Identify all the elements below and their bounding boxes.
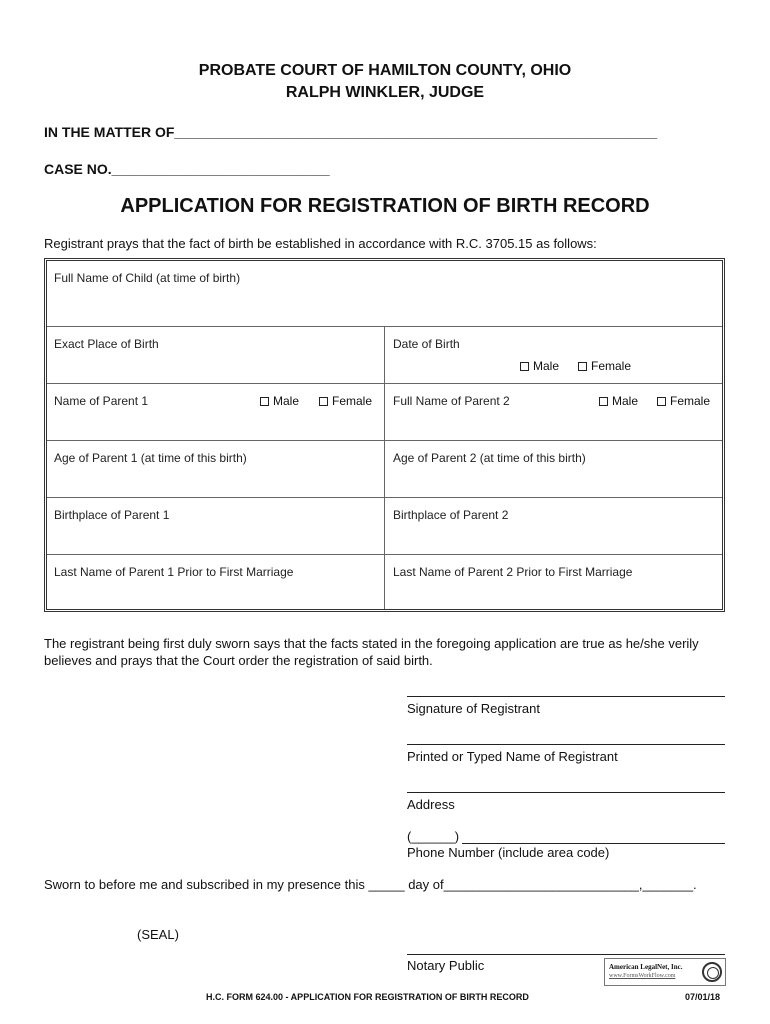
oath-paragraph: The registrant being first duly sworn says that the facts stated in the foregoing application are true as he/she verily believes and prays that the Court order the registration of said birth.	[44, 636, 699, 668]
parent1-female-option[interactable]	[319, 394, 372, 408]
female-label: Female	[591, 359, 632, 373]
printed-name-line[interactable]	[407, 744, 725, 745]
parent1-male-option[interactable]	[260, 394, 299, 408]
parent2-male-option[interactable]	[599, 394, 638, 408]
case-number-line[interactable]: CASE NO.____________________________	[44, 161, 330, 177]
parent1-birthplace-field[interactable]: Birthplace of Parent 1	[54, 508, 170, 522]
globe-icon	[702, 962, 722, 982]
parent2-female-option[interactable]	[657, 394, 710, 408]
date-of-birth-field[interactable]: Date of Birth	[393, 337, 460, 351]
checkbox-icon[interactable]	[657, 397, 666, 406]
notary-line[interactable]	[407, 954, 725, 955]
logo-link[interactable]: www.FormsWorkFlow.com	[609, 973, 676, 979]
child-name-field[interactable]: Full Name of Child (at time of birth)	[54, 271, 241, 285]
male-label: Male	[533, 359, 560, 373]
male-label: Male	[273, 394, 300, 408]
female-label: Female	[670, 394, 711, 408]
checkbox-icon[interactable]	[319, 397, 328, 406]
checkbox-icon[interactable]	[599, 397, 608, 406]
seal-label: (SEAL)	[137, 927, 179, 942]
judge-name: RALPH WINKLER, JUDGE	[285, 84, 485, 101]
address-line[interactable]	[407, 792, 725, 793]
parent1-lastname-field[interactable]: Last Name of Parent 1 Prior to First Marriage	[54, 565, 294, 579]
female-label: Female	[332, 394, 373, 408]
child-male-option[interactable]	[520, 359, 559, 373]
form-footer-id: H.C. FORM 624.00 - APPLICATION FOR REGISTRATION OF BIRTH RECORD	[206, 992, 529, 1002]
court-name: PROBATE COURT OF HAMILTON COUNTY, OHIO	[198, 62, 572, 79]
parent1-age-field[interactable]: Age of Parent 1 (at time of this birth)	[54, 451, 247, 465]
parent2-lastname-field[interactable]: Last Name of Parent 2 Prior to First Marriage	[393, 565, 633, 579]
parent2-age-field[interactable]: Age of Parent 2 (at time of this birth)	[393, 451, 586, 465]
form-title: APPLICATION FOR REGISTRATION OF BIRTH RECORD	[120, 195, 650, 217]
intro-text: Registrant prays that the fact of birth be established in accordance with R.C. 3705.15 as follows:	[44, 236, 597, 251]
court-header	[0, 60, 770, 104]
checkbox-icon[interactable]	[260, 397, 269, 406]
logo-name: American LegalNet, Inc.	[609, 963, 683, 971]
area-code-blank[interactable]: (______)	[407, 829, 460, 844]
sworn-statement[interactable]: Sworn to before me and subscribed in my presence this _____ day of___________________________,_______.	[44, 877, 697, 892]
matter-line[interactable]: IN THE MATTER OF______________________________________________________________	[44, 124, 658, 140]
column-divider	[384, 326, 385, 609]
address-label: Address	[407, 797, 455, 812]
parent1-name-field[interactable]: Name of Parent 1	[54, 394, 149, 408]
parent2-birthplace-field[interactable]: Birthplace of Parent 2	[393, 508, 509, 522]
signature-line[interactable]	[407, 696, 725, 697]
birth-record-table	[44, 258, 725, 612]
checkbox-icon[interactable]	[520, 362, 529, 371]
parent2-name-field[interactable]: Full Name of Parent 2	[393, 394, 510, 408]
checkbox-icon[interactable]	[578, 362, 587, 371]
child-female-option[interactable]	[578, 359, 631, 373]
printed-name-label: Printed or Typed Name of Registrant	[407, 749, 618, 764]
form-footer-date: 07/01/18	[685, 992, 721, 1002]
american-legalnet-logo	[604, 958, 726, 986]
phone-label: Phone Number (include area code)	[407, 845, 610, 860]
place-of-birth-field[interactable]: Exact Place of Birth	[54, 337, 159, 351]
notary-label: Notary Public	[407, 958, 485, 973]
signature-label: Signature of Registrant	[407, 701, 540, 716]
male-label: Male	[612, 394, 639, 408]
phone-line[interactable]	[462, 843, 725, 844]
